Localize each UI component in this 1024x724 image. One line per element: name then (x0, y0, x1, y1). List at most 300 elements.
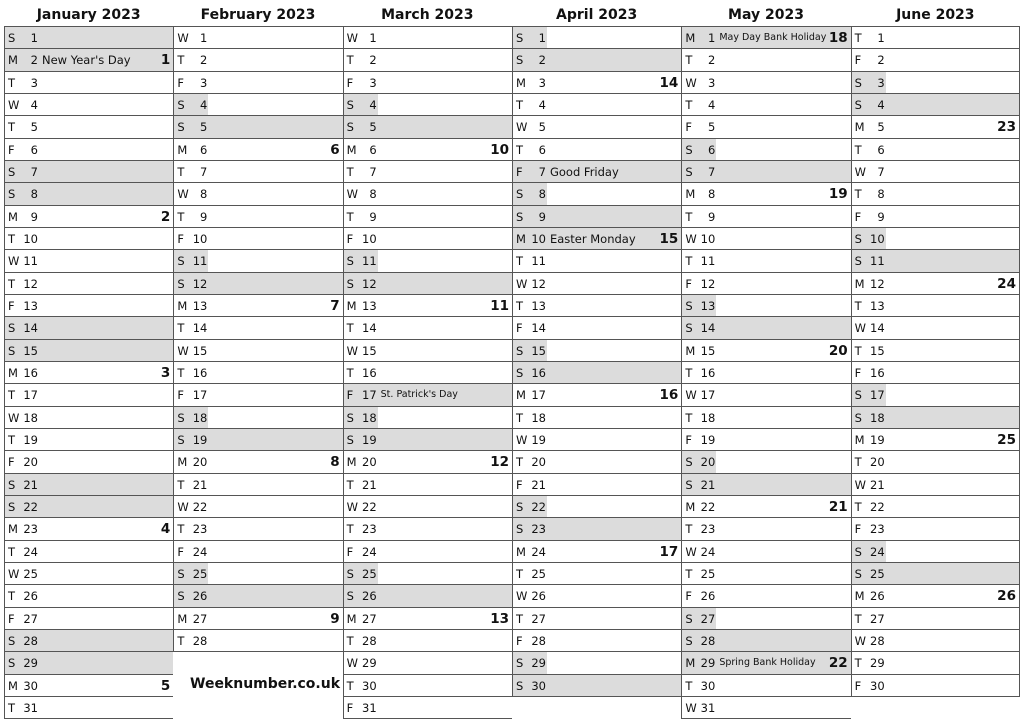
holiday-name: Easter Monday (549, 231, 636, 246)
day-number: 1 (538, 31, 546, 45)
weekday-letter: M (177, 142, 188, 157)
weekday-letter: T (854, 142, 862, 157)
day-row (4, 49, 173, 71)
weekday-letter: T (515, 611, 524, 626)
week-number: 2 (160, 208, 171, 225)
site-label[interactable]: Weeknumber.co.uk (190, 676, 341, 692)
day-row (173, 94, 342, 116)
day-row (851, 496, 1020, 518)
day-row (512, 407, 681, 429)
day-number: 2 (369, 53, 377, 68)
weekday-letter: M (515, 231, 526, 246)
day-number: 17 (531, 388, 546, 403)
weekday-letter: F (515, 321, 523, 336)
day-row (681, 451, 850, 473)
weekday-letter: S (346, 97, 354, 112)
week-number: 18 (828, 30, 848, 46)
day-row (512, 139, 681, 161)
weekday-letter: M (515, 388, 526, 403)
week-number: 21 (828, 498, 848, 515)
day-row (681, 362, 850, 384)
weekday-letter: S (8, 31, 16, 45)
day-row (681, 652, 850, 674)
day-row (343, 116, 512, 138)
weekday-letter: F (854, 678, 862, 693)
day-row (4, 94, 173, 116)
weekday-letter: F (8, 611, 15, 626)
day-number: 11 (870, 254, 885, 269)
day-row (851, 340, 1020, 362)
weekday-letter: T (8, 276, 16, 291)
weekday-letter: M (685, 31, 696, 45)
week-number: 1 (160, 52, 171, 69)
weekday-letter: W (854, 477, 867, 492)
day-number: 24 (531, 544, 546, 559)
day-number: 3 (707, 75, 716, 90)
day-number: 14 (700, 321, 716, 336)
weekday-letter: S (346, 120, 354, 135)
day-number: 19 (870, 432, 885, 447)
day-row (4, 518, 173, 540)
day-row (343, 563, 512, 585)
day-number: 27 (700, 611, 716, 626)
day-row (851, 518, 1020, 540)
weekday-letter: W (346, 656, 359, 671)
day-row (681, 340, 850, 362)
weekday-letter: F (515, 164, 523, 179)
weekday-letter: S (177, 432, 185, 447)
day-row (512, 340, 681, 362)
weekday-letter: T (515, 97, 524, 112)
weekday-letter: T (346, 522, 354, 537)
weekday-letter: F (177, 231, 184, 246)
day-number: 11 (192, 254, 208, 269)
day-row (851, 183, 1020, 205)
day-number: 12 (700, 276, 716, 291)
day-number: 20 (192, 455, 208, 470)
day-row (681, 94, 850, 116)
day-number: 29 (23, 656, 38, 671)
day-number: 8 (877, 187, 885, 202)
weekday-letter: S (8, 164, 16, 179)
day-number: 23 (870, 522, 885, 537)
weekday-letter: T (685, 566, 693, 581)
weekday-letter: T (854, 187, 862, 202)
month-column (343, 4, 512, 722)
day-number: 18 (23, 410, 38, 425)
weekday-letter: M (8, 209, 18, 224)
weekday-letter: S (8, 499, 16, 514)
day-row (512, 384, 681, 406)
day-row (681, 384, 850, 406)
day-number: 10 (23, 231, 38, 246)
weekday-letter: S (177, 276, 185, 291)
day-row (851, 273, 1020, 295)
day-row (4, 608, 173, 630)
day-row (343, 697, 512, 719)
day-row (681, 474, 850, 496)
day-number: 2 (707, 53, 716, 68)
weekday-letter: M (685, 656, 696, 671)
day-number: 31 (362, 700, 377, 715)
day-number: 7 (30, 164, 38, 179)
weekday-letter: T (515, 566, 524, 581)
weekday-letter: T (515, 254, 524, 269)
day-row (512, 362, 681, 384)
weekday-letter: W (685, 544, 697, 559)
day-row (512, 429, 681, 451)
weekday-letter: W (685, 700, 697, 715)
day-row (343, 206, 512, 228)
day-list (4, 26, 173, 719)
weekday-letter: F (177, 75, 184, 90)
weekday-letter: S (346, 589, 354, 604)
day-number: 17 (192, 388, 208, 403)
weekday-letter: F (854, 209, 862, 224)
weekday-letter: S (515, 343, 524, 358)
day-number: 19 (700, 432, 716, 447)
weekday-letter: S (685, 633, 693, 648)
day-row (4, 585, 173, 607)
day-row (681, 27, 850, 49)
day-number: 23 (700, 522, 716, 537)
week-number: 4 (160, 521, 171, 538)
weekday-letter: T (8, 75, 16, 90)
weekday-letter: W (8, 410, 20, 425)
day-number: 26 (870, 589, 885, 604)
week-number: 24 (997, 275, 1016, 292)
weekday-letter: T (346, 53, 354, 68)
day-number: 28 (870, 633, 885, 648)
day-number: 20 (531, 455, 546, 470)
day-number: 23 (23, 522, 38, 537)
day-number: 6 (877, 142, 885, 157)
day-number: 15 (870, 343, 885, 358)
day-number: 29 (362, 656, 377, 671)
day-number: 16 (362, 365, 377, 380)
day-number: 24 (192, 544, 208, 559)
day-row (512, 250, 681, 272)
day-number: 4 (707, 97, 716, 112)
day-number: 11 (531, 254, 546, 269)
day-number: 10 (362, 231, 377, 246)
day-row (681, 250, 850, 272)
day-row (4, 563, 173, 585)
day-number: 12 (870, 276, 885, 291)
day-row (512, 228, 681, 250)
day-row (512, 518, 681, 540)
weekday-letter: M (177, 298, 188, 313)
day-list (681, 26, 850, 719)
day-row (851, 295, 1020, 317)
day-number: 10 (192, 231, 208, 246)
weekday-letter: S (515, 31, 524, 45)
day-row (343, 273, 512, 295)
day-row (681, 697, 850, 719)
day-row (681, 608, 850, 630)
day-row (173, 27, 342, 49)
day-number: 20 (23, 455, 38, 470)
weekday-letter: T (685, 97, 693, 112)
day-number: 3 (538, 75, 546, 90)
weekday-letter: S (854, 544, 862, 559)
day-row (343, 340, 512, 362)
day-number: 9 (200, 209, 208, 224)
day-row (4, 183, 173, 205)
day-number: 12 (23, 276, 38, 291)
day-row (512, 94, 681, 116)
weekday-letter: T (177, 365, 185, 380)
day-row (173, 541, 342, 563)
day-number: 13 (192, 298, 208, 313)
week-number: 16 (659, 387, 679, 404)
weekday-letter: T (854, 455, 862, 470)
holiday-name: Spring Bank Holiday (719, 657, 816, 669)
day-number: 29 (870, 656, 885, 671)
weekday-letter: M (8, 365, 18, 380)
weekday-letter: T (854, 31, 862, 45)
weekday-letter: T (8, 700, 16, 715)
weekday-letter: W (685, 231, 697, 246)
weekday-letter: M (515, 75, 526, 90)
day-row (681, 139, 850, 161)
day-number: 4 (369, 97, 377, 112)
day-row (4, 697, 173, 719)
day-row (173, 340, 342, 362)
day-number: 15 (362, 343, 377, 358)
weekday-letter: S (854, 254, 862, 269)
weekday-letter: W (8, 566, 20, 581)
day-row (851, 451, 1020, 473)
weekday-letter: T (8, 388, 16, 403)
day-number: 7 (707, 164, 716, 179)
day-number: 1 (369, 31, 377, 45)
weekday-letter: S (346, 410, 354, 425)
day-number: 17 (362, 388, 377, 403)
day-number: 21 (870, 477, 885, 492)
weekday-letter: M (8, 678, 18, 693)
day-number: 1 (30, 31, 38, 45)
week-number: 25 (997, 431, 1016, 448)
weekday-letter: S (346, 432, 354, 447)
day-number: 19 (23, 432, 38, 447)
day-row (681, 161, 850, 183)
day-number: 20 (700, 455, 716, 470)
day-number: 18 (870, 410, 885, 425)
weekday-letter: T (8, 544, 16, 559)
day-row (851, 94, 1020, 116)
day-row (851, 228, 1020, 250)
month-column (4, 4, 173, 722)
weekday-letter: T (685, 365, 693, 380)
day-number: 6 (369, 142, 377, 157)
week-number: 11 (490, 297, 509, 314)
week-number: 15 (659, 230, 679, 247)
weekday-letter: F (685, 120, 692, 135)
day-row (343, 27, 512, 49)
day-row (173, 451, 342, 473)
month-title: January 2023 (36, 7, 141, 23)
day-number: 23 (362, 522, 377, 537)
day-number: 6 (30, 142, 38, 157)
day-row (681, 518, 850, 540)
day-number: 22 (23, 499, 38, 514)
day-number: 23 (531, 522, 546, 537)
day-row (851, 474, 1020, 496)
day-number: 25 (870, 566, 885, 581)
weekday-letter: T (346, 678, 354, 693)
weekday-letter: M (8, 53, 18, 68)
day-row (681, 317, 850, 339)
day-number: 3 (30, 75, 38, 90)
day-row (681, 407, 850, 429)
day-number: 15 (23, 343, 38, 358)
day-row (681, 675, 850, 697)
day-row (851, 27, 1020, 49)
day-number: 6 (200, 142, 208, 157)
day-row (512, 675, 681, 697)
day-row (512, 72, 681, 94)
day-list (851, 26, 1020, 697)
day-row (512, 27, 681, 49)
day-number: 1 (200, 31, 208, 45)
weekday-letter: W (515, 276, 528, 291)
day-row (681, 541, 850, 563)
day-row (851, 317, 1020, 339)
month-column (512, 4, 681, 722)
day-row (4, 474, 173, 496)
day-row (173, 563, 342, 585)
day-row (173, 228, 342, 250)
weekday-letter: T (854, 499, 862, 514)
day-number: 17 (23, 388, 38, 403)
day-number: 4 (877, 97, 885, 112)
week-number: 23 (997, 119, 1016, 136)
weekday-letter: T (854, 611, 862, 626)
day-number: 7 (369, 164, 377, 179)
day-number: 27 (362, 611, 377, 626)
day-number: 27 (870, 611, 885, 626)
weekday-letter: S (515, 499, 524, 514)
weekday-letter: S (177, 97, 185, 112)
day-number: 24 (23, 544, 38, 559)
day-number: 29 (531, 656, 546, 671)
day-row (173, 49, 342, 71)
weekday-letter: S (685, 321, 693, 336)
day-row (343, 384, 512, 406)
day-row (173, 496, 342, 518)
weekday-letter: S (854, 410, 862, 425)
day-row (851, 585, 1020, 607)
weekday-letter: S (685, 164, 693, 179)
day-number: 25 (192, 566, 208, 581)
day-row (4, 541, 173, 563)
weekday-letter: F (685, 589, 692, 604)
weekday-letter: S (177, 589, 185, 604)
day-row (343, 407, 512, 429)
day-number: 12 (192, 276, 208, 291)
day-number: 14 (192, 321, 208, 336)
day-row (173, 362, 342, 384)
weekday-letter: S (177, 566, 185, 581)
day-number: 16 (700, 365, 716, 380)
weekday-letter: T (346, 209, 354, 224)
day-number: 14 (362, 321, 377, 336)
day-row (173, 295, 342, 317)
weekday-letter: S (515, 365, 524, 380)
weekday-letter: S (854, 388, 862, 403)
day-row (343, 49, 512, 71)
weekday-letter: S (515, 656, 524, 671)
day-number: 11 (23, 254, 38, 269)
weekday-letter: T (515, 298, 524, 313)
day-number: 18 (531, 410, 546, 425)
day-number: 28 (362, 633, 377, 648)
day-row (343, 474, 512, 496)
day-number: 26 (362, 589, 377, 604)
day-row (4, 384, 173, 406)
weekday-letter: T (8, 120, 16, 135)
day-number: 14 (531, 321, 546, 336)
day-number: 30 (23, 678, 38, 693)
day-number: 13 (870, 298, 885, 313)
day-list (343, 26, 512, 719)
weekday-letter: F (854, 53, 862, 68)
day-row (681, 295, 850, 317)
day-row (4, 206, 173, 228)
weekday-letter: T (177, 477, 185, 492)
day-row (4, 451, 173, 473)
day-number: 25 (362, 566, 377, 581)
weekday-letter: T (177, 522, 185, 537)
day-row (681, 183, 850, 205)
day-number: 3 (200, 75, 208, 90)
weekday-letter: T (8, 432, 16, 447)
weekday-letter: W (515, 432, 528, 447)
weekday-letter: S (685, 298, 693, 313)
day-number: 9 (707, 209, 716, 224)
day-number: 5 (538, 120, 546, 135)
day-row (681, 72, 850, 94)
day-number: 29 (700, 656, 716, 671)
day-number: 28 (700, 633, 716, 648)
weekday-letter: F (8, 298, 15, 313)
week-number: 13 (490, 610, 509, 627)
weekday-letter: S (515, 209, 524, 224)
day-number: 30 (362, 678, 377, 693)
day-number: 24 (362, 544, 377, 559)
weekday-letter: S (8, 477, 16, 492)
weekday-letter: W (177, 343, 189, 358)
day-row (4, 407, 173, 429)
weekday-letter: S (854, 231, 862, 246)
weekday-letter: M (177, 611, 188, 626)
year-calendar (4, 4, 1020, 722)
weekday-letter: S (8, 321, 16, 336)
weekday-letter: S (515, 187, 524, 202)
day-row (343, 675, 512, 697)
day-row (512, 451, 681, 473)
weekday-letter: W (346, 343, 359, 358)
weekday-letter: F (346, 75, 354, 90)
weekday-letter: W (8, 254, 20, 269)
day-number: 26 (192, 589, 208, 604)
day-number: 2 (538, 53, 546, 68)
day-row (343, 429, 512, 451)
week-number: 6 (330, 141, 340, 158)
day-row (512, 273, 681, 295)
month-title: May 2023 (728, 7, 804, 23)
